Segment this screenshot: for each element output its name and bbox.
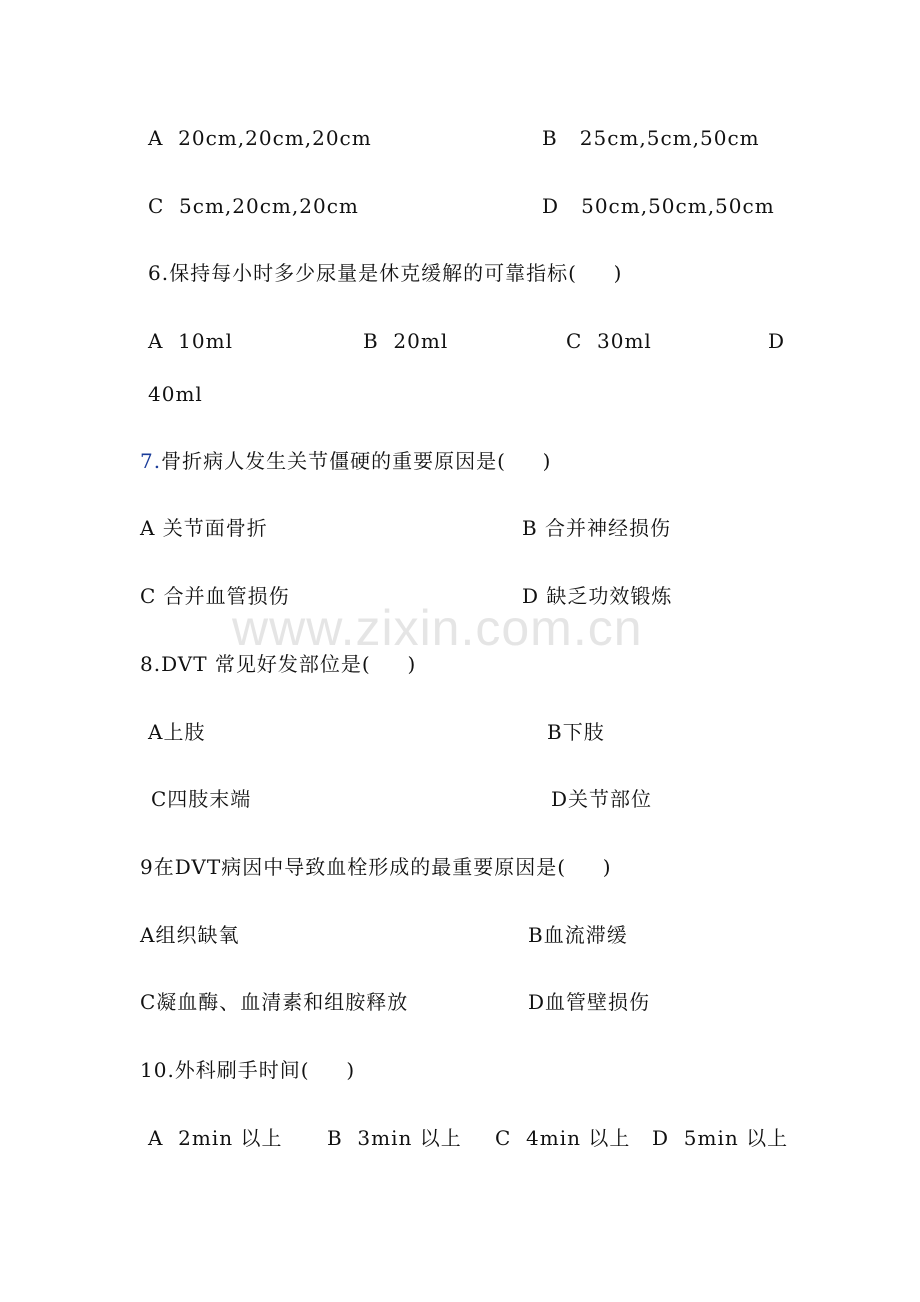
- q7-option-d: D 缺乏功效锻炼: [522, 584, 673, 608]
- q8-option-d: D关节部位: [551, 787, 653, 811]
- q7-option-c: C 合并血管损伤: [140, 584, 290, 608]
- q6-option-d-letter: D: [768, 329, 786, 353]
- q6-option-c: C 30ml: [566, 329, 652, 353]
- q5-option-b: B 25cm,5cm,50cm: [542, 126, 760, 150]
- q7-number: 7.: [140, 449, 162, 473]
- q9-question: 9在DVT病因中导致血栓形成的最重要原因是( ): [140, 855, 612, 879]
- q10-option-b: B 3min 以上: [327, 1126, 462, 1150]
- q5-option-d: D 50cm,50cm,50cm: [542, 194, 775, 218]
- q5-option-a: A 20cm,20cm,20cm: [148, 126, 372, 150]
- q6-question: 6.保持每小时多少尿量是休克缓解的可靠指标( ): [148, 261, 623, 285]
- q9-option-d: D血管壁损伤: [528, 990, 651, 1014]
- q8-option-a: A上肢: [148, 720, 206, 744]
- q6-option-b: B 20ml: [363, 329, 449, 353]
- q5-option-c: C 5cm,20cm,20cm: [148, 194, 359, 218]
- q6-option-a: A 10ml: [148, 329, 233, 353]
- q9-option-c: C凝血酶、血清素和组胺释放: [140, 990, 409, 1014]
- q8-question: 8.DVT 常见好发部位是( ): [140, 652, 417, 676]
- q8-option-c: C四肢末端: [151, 787, 252, 811]
- q6-option-d-value: 40ml: [148, 382, 203, 406]
- q9-option-a: A组织缺氧: [140, 923, 240, 947]
- q7-question: [140, 449, 552, 473]
- q10-option-d: D 5min 以上: [652, 1126, 789, 1150]
- q7-option-a: A 关节面骨折: [140, 516, 268, 540]
- q9-option-b: B血流滞缓: [528, 923, 628, 947]
- q10-question: 10.外科刷手时间( ): [140, 1058, 356, 1082]
- watermark: www.zixin.com.cn: [232, 600, 643, 656]
- q8-option-b: B下肢: [547, 720, 605, 744]
- q10-option-c: C 4min 以上: [495, 1126, 631, 1150]
- q7-text: 骨折病人发生关节僵硬的重要原因是( ): [161, 449, 552, 473]
- q7-option-b: B 合并神经损伤: [522, 516, 672, 540]
- q10-option-a: A 2min 以上: [148, 1126, 283, 1150]
